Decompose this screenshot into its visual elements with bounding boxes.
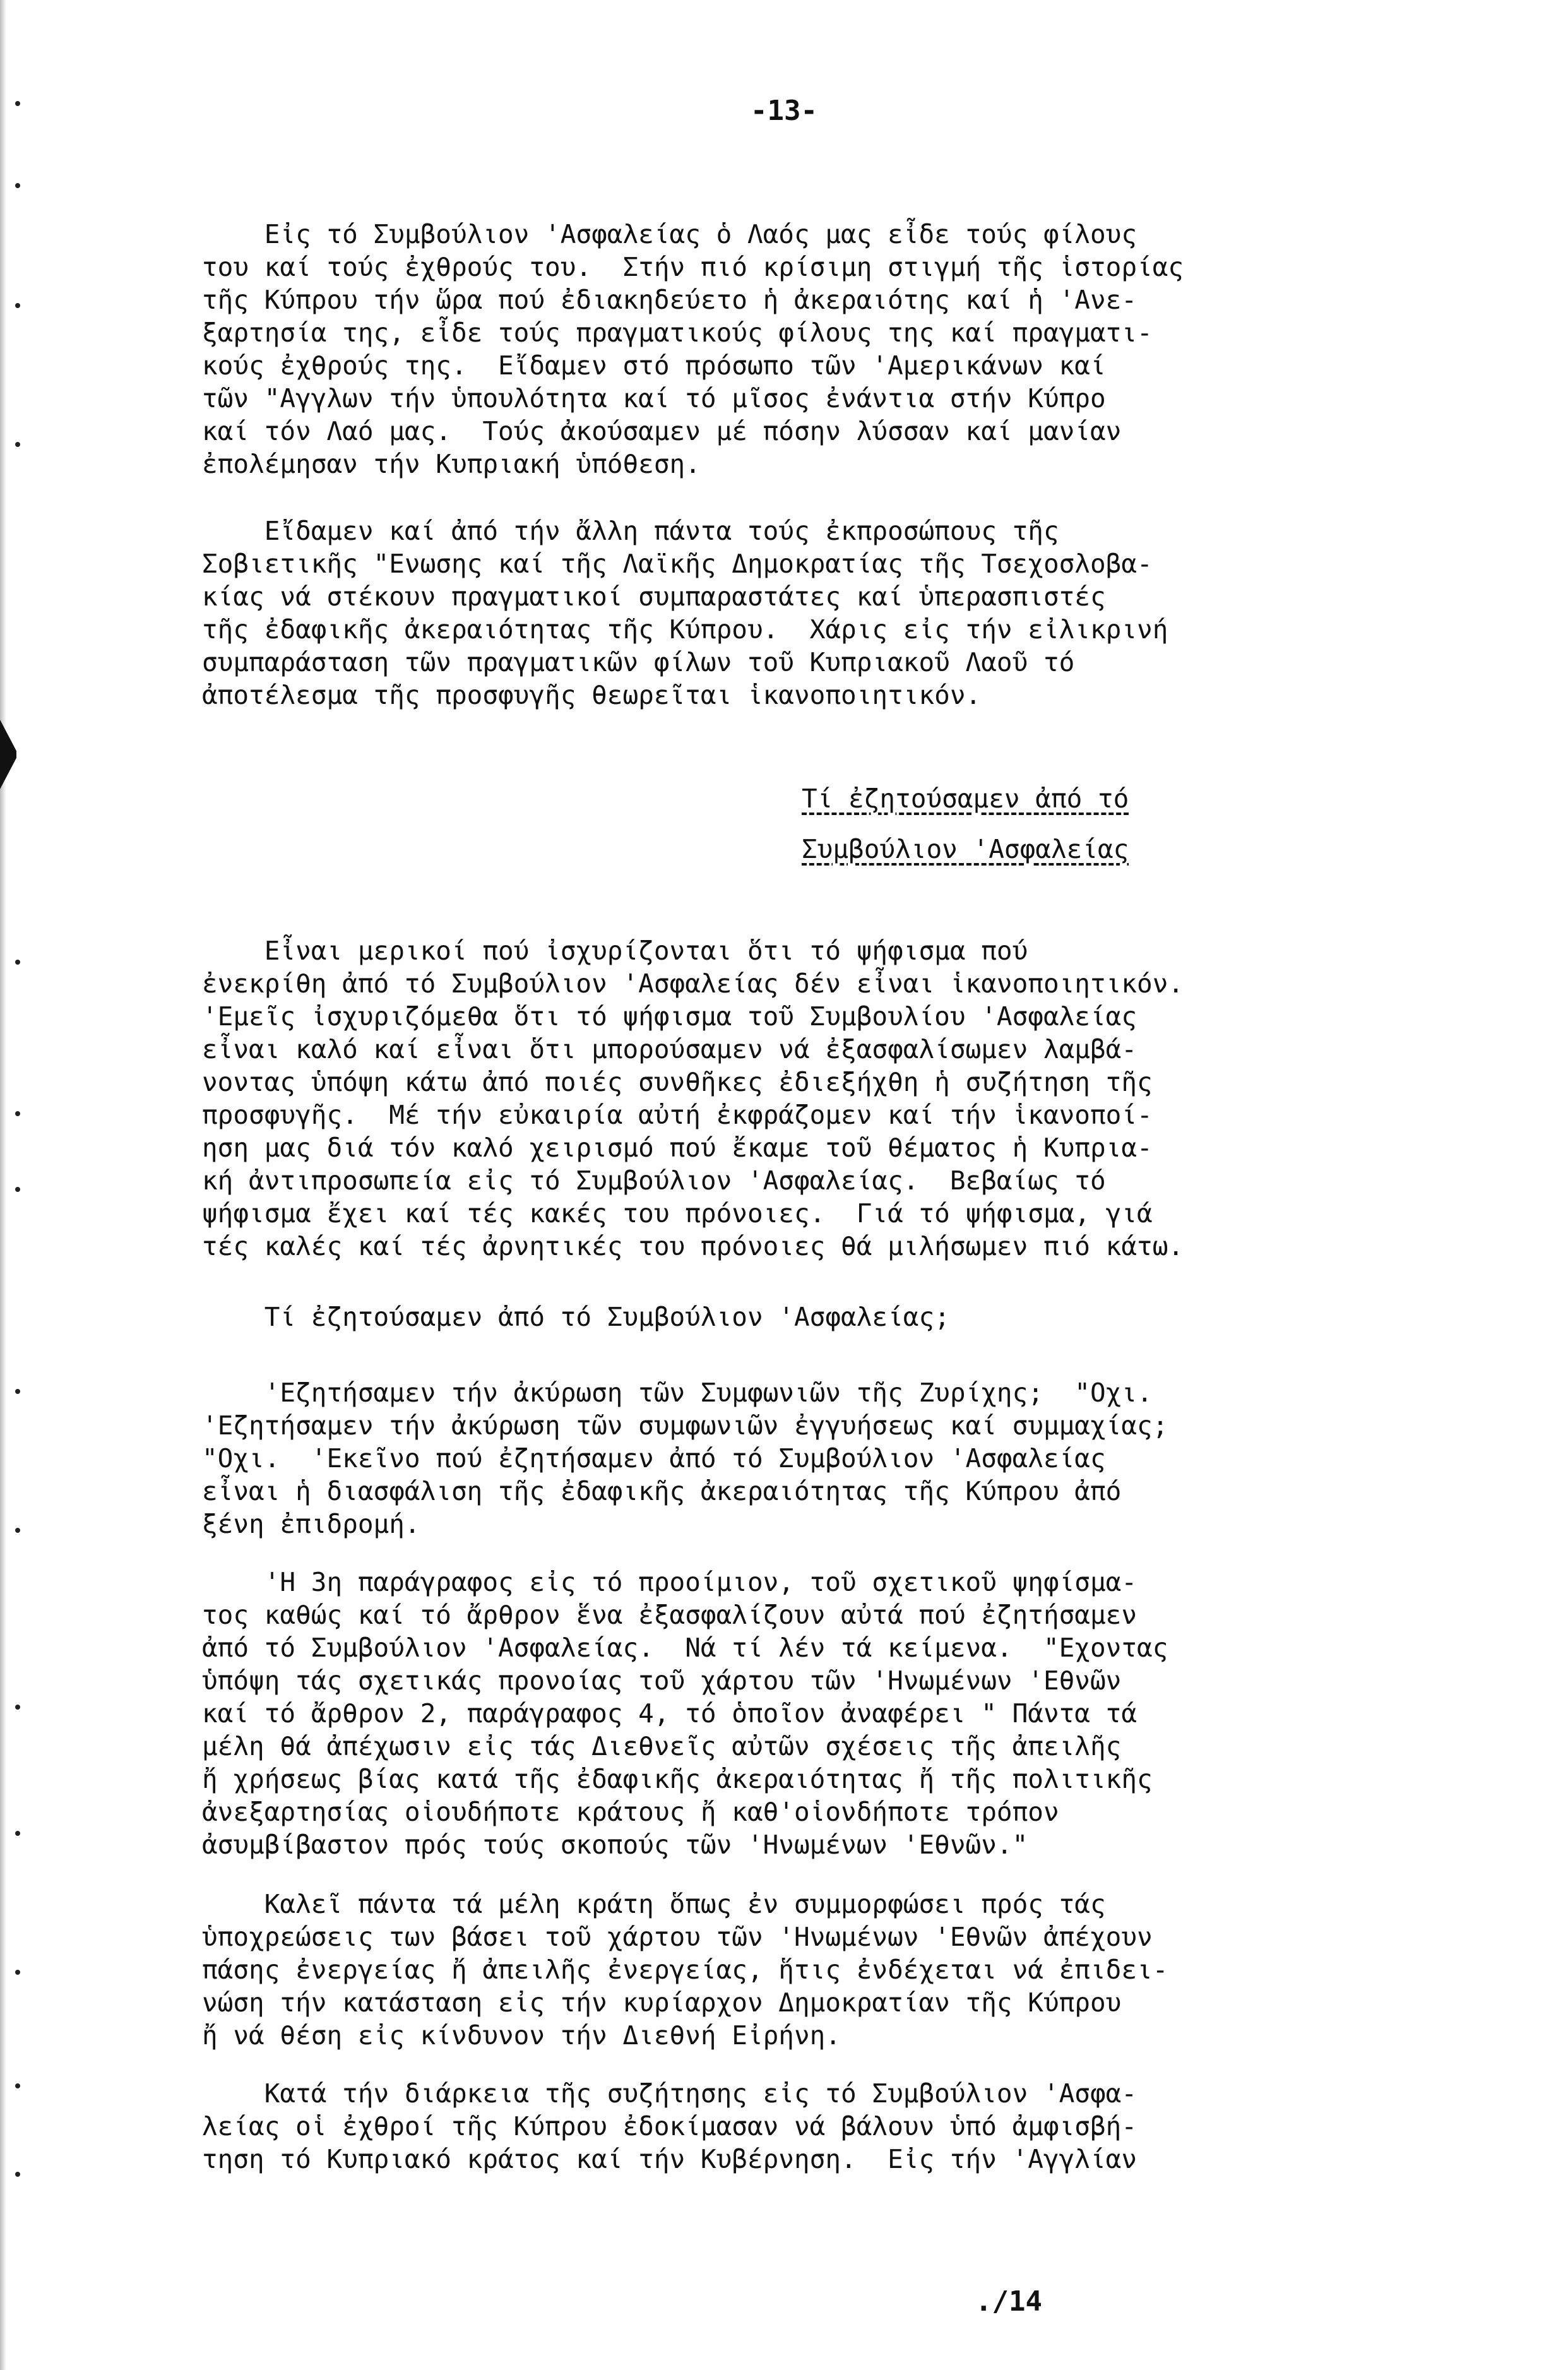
text-line: εἶναι ἡ διασφάλιση τῆς ἐδαφικῆς ἀκεραιότητας τῆς Κύπρου ἀπό [202,1476,1122,1506]
text-line: κίας νά στέκουν πραγματικοί συμπαραστάτες καί ὑπερασπιστές [202,581,1106,612]
text-line: προσφυγῆς. Μέ τήν εὐκαιρία αὐτή ἐκφράζομεν καί τήν ἱκανοποί- [202,1100,1153,1130]
text-line: ὑποχρεώσεις των βάσει τοῦ χάρτου τῶν 'Ηνωμένων 'Εθνῶν ἀπέχουν [202,1922,1153,1952]
text-line: ξένη ἐπιδρομή. [202,1509,420,1539]
text-line: τές καλές καί τές ἀρνητικές του πρόνοιες θά μιλήσωμεν πιό κάτω. [202,1231,1184,1261]
text-line: 'Εζητήσαμεν τήν ἀκύρωση τῶν συμφωνιῶν ἐγγυήσεως καί συμμαχίας; [202,1410,1168,1441]
text-line: 'Εζητήσαμεν τήν ἀκύρωση τῶν Συμφωνιῶν τῆς Ζυρίχης; "Οχι. [202,1378,1153,1408]
text-line: ἤ νά θέση εἰς κίνδυνον τήν Διεθνή Εἰρήνη. [202,2020,841,2051]
text-line: 'Η 3η παράγραφος εἰς τό προοίμιον, τοῦ σχετικοῦ ψηφίσμα- [202,1567,1137,1597]
text-line: ξαρτησία της, εἶδε τούς πραγματικούς φίλους της καί πραγματι- [202,318,1153,348]
paragraph-calls-members [202,1888,1420,2052]
paragraph-debate-enemies [202,2077,1420,2176]
text-line: Εἶναι μερικοί πού ἰσχυρίζονται ὅτι τό ψήφισμα πού [202,936,1028,966]
heading-line: Συμβούλιον 'Ασφαλείας [802,834,1129,864]
margin-dot [15,960,20,965]
text-line: ἐπολέμησαν τήν Κυπριακή ὑπόθεση. [202,449,701,479]
text-line: ἀποτέλεσμα τῆς προσφυγῆς θεωρεῖται ἱκανοποιητικόν. [202,680,982,710]
text-line: Κατά τήν διάρκεια τῆς συζήτησης εἰς τό Συμβούλιον 'Ασφα- [202,2078,1137,2109]
margin-dot [15,1389,20,1394]
text-line: λείας οἱ ἐχθροί τῆς Κύπρου ἐδοκίμασαν νά βάλουν ὑπό ἀμφισβή- [202,2111,1137,2141]
text-line: ἀνεξαρτησίας οἱουδήποτε κράτους ἤ καθ'οἱονδήποτε τρόπον [202,1797,1059,1827]
binder-mark [0,720,16,789]
text-line: Σοβιετικῆς "Ενωσης καί τῆς Λαϊκῆς Δημοκρατίας τῆς Τσεχοσλοβα- [202,549,1153,579]
text-line: νώση τήν κατάσταση εἰς τήν κυρίαρχον Δημοκρατίαν τῆς Κύπρου [202,1987,1122,2018]
margin-dot [15,1705,20,1710]
text-line: τηση τό Κυπριακό κράτος καί τήν Κυβέρνηση. Εἰς τήν 'Αγγλίαν [202,2144,1137,2174]
paragraph-security-council-friends [202,218,1420,480]
paragraph-question [202,1301,1420,1333]
margin-dot [15,442,20,447]
page-number: -13- [751,95,817,127]
text-line: τος καθώς καί τό ἄρθρον ἕνα ἐξασφαλίζουν αὐτά πού ἐζητήσαμεν [202,1600,1137,1630]
text-line: ἀσυμβίβαστον πρός τούς σκοπούς τῶν 'Ηνωμένων 'Εθνῶν." [202,1830,1028,1860]
text-line: μέλη θά ἀπέχωσιν εἰς τάς Διεθνεῖς αὐτῶν σχέσεις τῆς ἀπειλῆς [202,1731,1122,1761]
margin-dot [15,1831,20,1836]
margin-dot [15,1970,20,1975]
text-line: ηση μας διά τόν καλό χειρισμό πού ἔκαμε τοῦ θέματος ἡ Κυπρια- [202,1133,1153,1163]
text-line: 'Εμεῖς ἰσχυριζόμεθα ὅτι τό ψήφισμα τοῦ Συμβουλίου 'Ασφαλείας [202,1001,1137,1032]
margin-dot [15,303,20,308]
text-line: κούς ἐχθρούς της. Εἴδαμεν στό πρόσωπο τῶν 'Αμερικάνων καί [202,350,1106,381]
margin-dot [15,1528,20,1533]
text-line: τῆς Κύπρου τήν ὥρα πού ἐδιακηδεύετο ἡ ἀκεραιότης καί ἡ 'Ανε- [202,285,1137,315]
section-heading [802,773,1496,874]
text-line: ἤ χρήσεως βίας κατά τῆς ἐδαφικῆς ἀκεραιότητας ἤ τῆς πολιτικῆς [202,1764,1153,1794]
text-line: Καλεῖ πάντα τά μέλη κράτη ὅπως ἐν συμμορφώσει πρός τάς [202,1889,1106,1919]
text-line: ἐνεκρίθη ἀπό τό Συμβούλιον 'Ασφαλείας δέν εἶναι ἱκανοποιητικόν. [202,968,1184,999]
text-line: πάσης ἐνεργείας ἤ ἀπειλῆς ἐνεργείας, ἥτις ἐνδέχεται νά ἐπιδει- [202,1955,1168,1985]
margin-dot [15,183,20,188]
text-line: συμπαράσταση τῶν πραγματικῶν φίλων τοῦ Κυπριακοῦ Λαοῦ τό [202,647,1075,677]
text-line: ἀπό τό Συμβούλιον 'Ασφαλείας. Νά τί λέν τά κείμενα. "Εχοντας [202,1633,1168,1663]
text-line: νοντας ὑπόψη κάτω ἀπό ποιές συνθῆκες ἐδιεξήχθη ἡ συζήτηση τῆς [202,1067,1153,1097]
margin-dot [15,2172,20,2177]
margin-dot [15,2083,20,2088]
next-page-reference: ./14 [975,2285,1042,2318]
paragraph-resolution-evaluation [202,934,1420,1263]
text-line: Εἴδαμεν καί ἀπό τήν ἄλλη πάντα τούς ἐκπροσώπους τῆς [202,516,1059,546]
paragraph-third-clause [202,1566,1420,1861]
paragraph-demands [202,1376,1420,1540]
heading-line: Τί ἐζητούσαμεν ἀπό τό [802,783,1129,814]
text-line: του καί τούς ἐχθρούς του. Στήν πιό κρίσιμη στιγμή τῆς ἱστορίας [202,252,1184,282]
text-line: κή ἀντιπροσωπεία εἰς τό Συμβούλιον 'Ασφαλείας. Βεβαίως τό [202,1165,1106,1196]
text-line: καί τόν Λαό μας. Τούς ἀκούσαμεν μέ πόσην λύσσαν καί μανίαν [202,416,1122,446]
text-line: "Οχι. 'Εκεῖνο πού ἐζητήσαμεν ἀπό τό Συμβούλιον 'Ασφαλείας [202,1443,1106,1474]
page-edge-shadow [0,0,6,2370]
text-line: Τί ἐζητούσαμεν ἀπό τό Συμβούλιον 'Ασφαλείας; [202,1302,950,1332]
text-line: εἶναι καλό καί εἶναι ὅτι μπορούσαμεν νά ἐξασφαλίσωμεν λαμβά- [202,1034,1137,1064]
paragraph-soviet-support [202,515,1420,712]
text-line: ὑπόψη τάς σχετικάς προνοίας τοῦ χάρτου τῶν 'Ηνωμένων 'Εθνῶν [202,1665,1122,1696]
margin-dot [15,1187,20,1192]
text-line: καί τό ἄρθρον 2, παράγραφος 4, τό ὁποῖον ἀναφέρει " Πάντα τά [202,1698,1137,1729]
text-line: ψήφισμα ἔχει καί τές κακές του πρόνοιες. Γιά τό ψήφισμα, γιά [202,1198,1153,1229]
text-line: τῆς ἐδαφικῆς ἀκεραιότητας τῆς Κύπρου. Χάρις εἰς τήν εἰλικρινή [202,614,1168,645]
text-line: τῶν "Αγγλων τήν ὑπουλότητα καί τό μῖσος ἐνάντια στήν Κύπρο [202,383,1106,414]
margin-dot [15,1111,20,1116]
text-line: Εἰς τό Συμβούλιον 'Ασφαλείας ὁ Λαός μας εἶδε τούς φίλους [202,219,1137,249]
